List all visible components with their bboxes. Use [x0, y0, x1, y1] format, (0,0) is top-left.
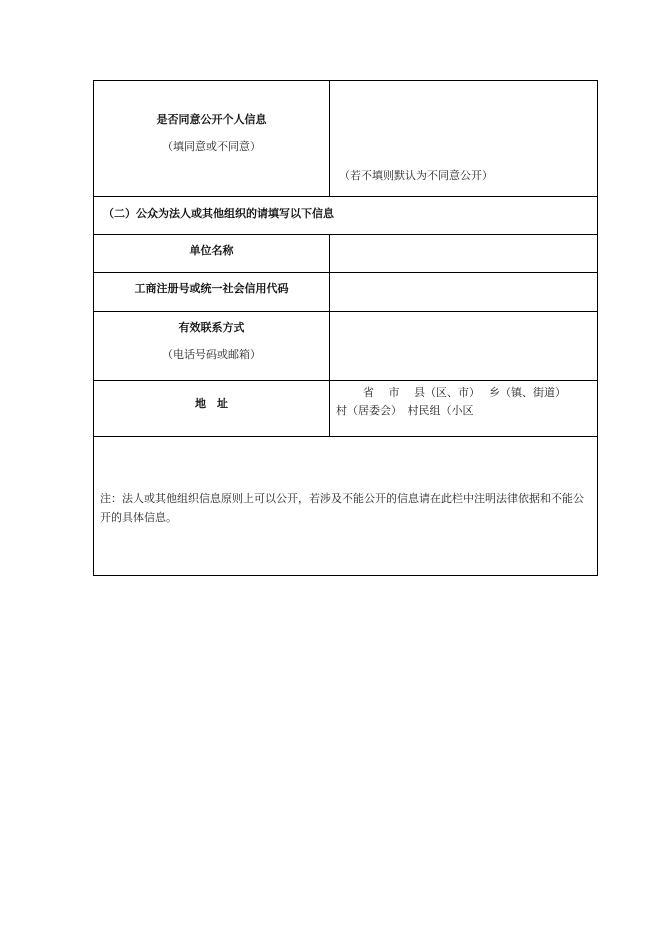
contact-label: 有效联系方式 — [178, 321, 245, 334]
application-form-table — [93, 80, 598, 576]
org-name-row — [94, 235, 597, 273]
footnote-text: 注：法人或其他组织信息原则上可以公开，若涉及不能公开的信息请在此栏中注明法律依据和不能公开的具体信息。 — [100, 492, 584, 524]
consent-hint: （填同意或不同意） — [162, 140, 261, 153]
section-two-title: （二）公众为法人或其他组织的请填写以下信息 — [103, 207, 334, 220]
org-name-input-cell[interactable] — [330, 235, 597, 272]
contact-input-cell[interactable] — [330, 312, 597, 380]
address-line-1: 省 市 县（区、市） 乡（镇、街道） — [363, 386, 566, 399]
contact-hint: （电话号码或邮箱） — [162, 348, 261, 361]
consent-row — [94, 81, 597, 197]
org-name-label: 单位名称 — [189, 244, 234, 257]
consent-label-cell — [94, 81, 330, 196]
address-line-2: 村（居委会） 村民组（小区 — [336, 404, 474, 417]
consent-label: 是否同意公开个人信息 — [156, 113, 267, 126]
footnote-row — [94, 437, 597, 575]
address-label-cell — [94, 381, 330, 436]
consent-default-note: （若不填则默认为不同意公开） — [339, 169, 493, 182]
reg-code-input-cell[interactable] — [330, 273, 597, 311]
reg-code-row — [94, 273, 597, 312]
address-row — [94, 381, 597, 437]
section-two-row — [94, 197, 597, 235]
address-label: 地 址 — [195, 397, 228, 410]
address-input-cell[interactable] — [330, 381, 597, 436]
reg-code-label: 工商注册号或统一社会信用代码 — [134, 282, 289, 295]
org-name-label-cell — [94, 235, 330, 272]
contact-label-cell — [94, 312, 330, 380]
consent-input-cell[interactable] — [330, 81, 597, 196]
contact-row — [94, 312, 597, 381]
reg-code-label-cell — [94, 273, 330, 311]
